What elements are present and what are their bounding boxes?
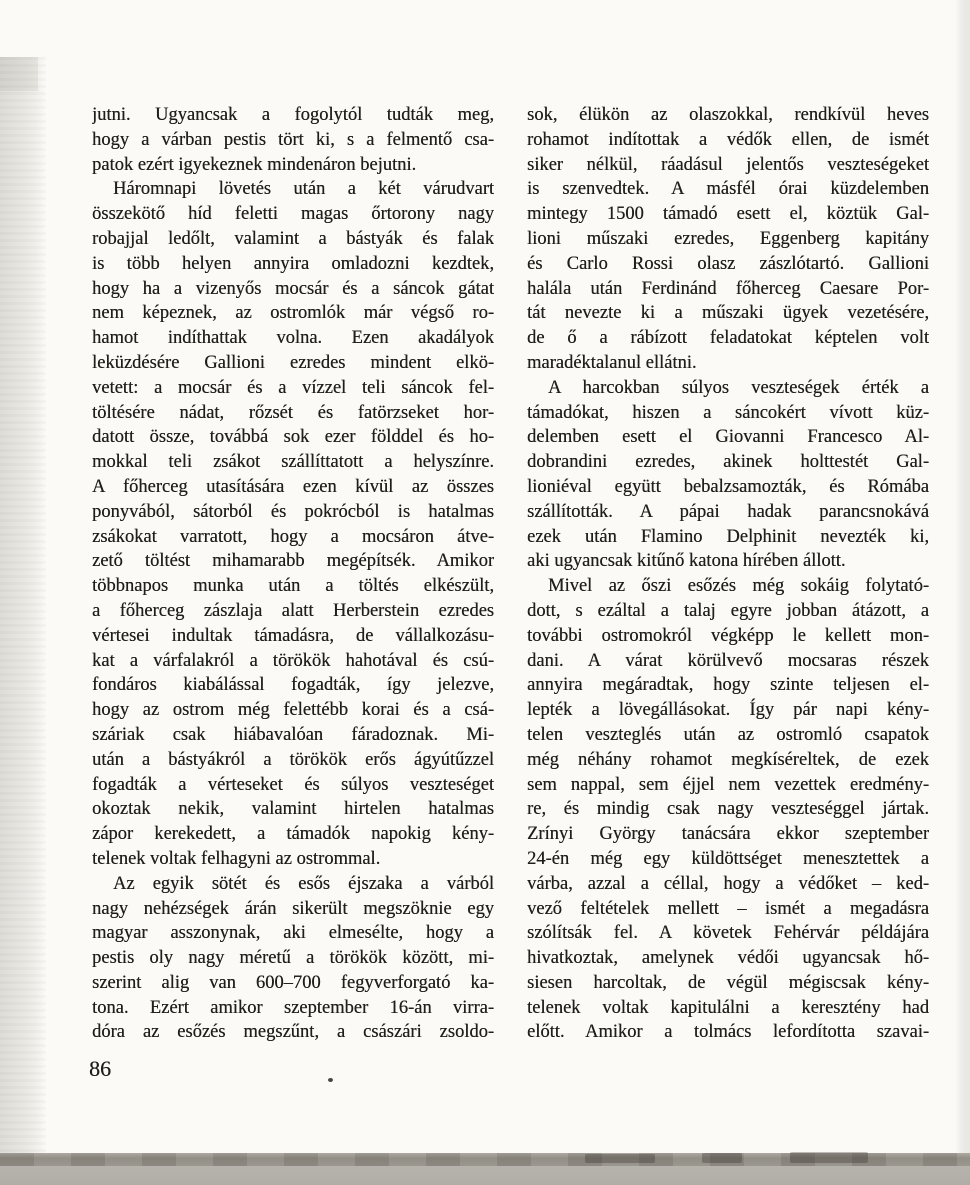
text-line: zető töltést mihamarabb megépítsék. Amikor <box>92 551 494 572</box>
text-line: zápor kerekedett, a támadók napokig kény- <box>92 824 494 845</box>
bottom-book-edge <box>0 1166 970 1185</box>
text-line: 24-én még egy küldöttséget menesztettek a <box>527 848 929 869</box>
text-line: kat a várfalakról a törökök hahotával és csú- <box>92 650 494 671</box>
text-line: ezek után Flamino Delphinit nevezték ki, <box>527 526 929 547</box>
text-line: rohamot indítottak a védők ellen, de ismét <box>527 129 929 150</box>
text-line: leküzdésére Gallioni ezredes mindent elkö- <box>92 352 494 373</box>
text-line: pestis oly nagy méretű a törökök között, mi- <box>92 948 494 969</box>
text-line: ponyvából, sátorból és pokrócból is hatalmas <box>92 501 494 522</box>
text-line: lepték a lövegállásokat. Így pár napi kény- <box>527 700 929 721</box>
text-line: tona. Ezért amikor szeptember 16-án virra- <box>92 997 494 1018</box>
text-line: összekötő híd feletti magas őrtorony nagy <box>92 204 494 225</box>
text-line: dóra az esőzés megszűnt, a császári zsoldo- <box>92 1022 494 1043</box>
page-number: 86 <box>89 1056 111 1081</box>
text-line: annyira megáradtak, hogy szinte teljesen el- <box>527 675 929 696</box>
scan-smudge <box>790 1152 868 1163</box>
scan-smudge <box>702 1153 742 1163</box>
text-line: többnapos munka után a töltés elkészült, <box>92 576 494 597</box>
left-page-edge-shadow <box>0 57 46 1185</box>
text-line: is szenvedtek. A másfél órai küzdelemben <box>527 179 929 200</box>
text-line: lioni műszaki ezredes, Eggenberg kapitány <box>527 228 929 249</box>
left-page-edge-shadow-top <box>0 57 38 91</box>
scan-smudge <box>585 1154 655 1163</box>
text-line: várba, azzal a céllal, hogy a védőket – ked- <box>527 873 929 894</box>
text-line: és Carlo Rossi olasz zászlótartó. Gallioni <box>527 253 929 274</box>
text-line: dott, s ezáltal a talaj egyre jobban átázott, a <box>527 600 929 621</box>
text-line: delemben esett el Giovanni Francesco Al- <box>527 427 929 448</box>
text-column-right <box>527 103 929 1045</box>
text-line: tát nevezte ki a műszaki ügyek vezetésére, <box>527 303 929 324</box>
text-line: a főherceg zászlaja alatt Herberstein ezredes <box>92 600 494 621</box>
text-line: még néhány rohamot megkíséreltek, de ezek <box>527 749 929 770</box>
text-line: magyar asszonynak, aki elmesélte, hogy a <box>92 923 494 944</box>
text-line: maradéktalanul ellátni. <box>527 352 697 373</box>
text-line: hogy ha a vizenyős mocsár és a sáncok gátat <box>92 278 494 299</box>
text-column-left <box>92 103 494 1045</box>
ink-speck <box>328 1078 333 1082</box>
text-line: további ostromokról végképp le kellett mon- <box>527 625 929 646</box>
text-line: dobrandini ezredes, akinek holttestét Gal- <box>527 452 929 473</box>
text-line: előtt. Amikor a tolmács lefordította szavai- <box>527 1022 929 1043</box>
text-line: szólítsák fel. A követek Fehérvár példájára <box>527 923 929 944</box>
text-line: Háromnapi lövetés után a két várudvart <box>113 179 494 200</box>
text-line: lioniéval együtt bebalzsamozták, és Rómába <box>527 476 929 497</box>
text-line: támadókat, hiszen a sáncokért vívott küz- <box>527 402 929 423</box>
text-line: zsákokat varratott, hogy a mocsáron átve- <box>92 526 494 547</box>
text-line: nem képeznek, az ostromlók már végső ro- <box>92 303 494 324</box>
text-line: siesen harcoltak, de végül mégiscsak kény- <box>527 972 929 993</box>
text-line: nagy nehézségek árán sikerült megszöknie egy <box>92 898 494 919</box>
text-line: halála után Ferdinánd főherceg Caesare Por- <box>527 278 929 299</box>
text-line: Az egyik sötét és esős éjszaka a várból <box>113 873 494 894</box>
text-line: fondáros kiabálással fogadták, így jelezve, <box>92 675 494 696</box>
text-line: mokkal teli zsákot szállíttatott a helyszínre. <box>92 452 494 473</box>
text-line: okoztak nekik, valamint hirtelen hatalmas <box>92 799 494 820</box>
text-line: töltésére nádat, rőzsét és fatörzseket hor- <box>92 402 494 423</box>
text-line: vező feltételek mellett – ismét a megadásra <box>527 898 929 919</box>
text-line: re, és mindig csak nagy veszteséggel jártak. <box>527 799 929 820</box>
text-line: száriak csak hiábavalóan fáradoznak. Mi- <box>92 724 494 745</box>
text-line: hamot indíthattak volna. Ezen akadályok <box>92 328 494 349</box>
right-page-edge-shadow <box>955 0 970 1185</box>
text-line: robajjal ledőlt, valamint a bástyák és falak <box>92 228 494 249</box>
text-line: szerint alig van 600–700 fegyverforgató ka- <box>92 972 494 993</box>
text-line: patok ezért igyekeznek mindenáron bejutni. <box>92 154 417 175</box>
text-line: jutni. Ugyancsak a fogolytól tudták meg, <box>92 105 494 125</box>
text-line: A főherceg utasítására ezen kívül az összes <box>92 476 494 497</box>
text-line: szállították. A pápai hadak parancsnokává <box>527 501 929 522</box>
text-line: telenek voltak felhagyni az ostrommal. <box>92 848 381 869</box>
text-line: Zrínyi György tanácsára ekkor szeptember <box>527 824 929 845</box>
text-line: után a bástyákról a törökök erős ágyútűzzel <box>92 749 494 770</box>
text-line: datott össze, továbbá sok ezer földdel és ho- <box>92 427 494 448</box>
text-line: telenek voltak kapitulálni a keresztény had <box>527 997 929 1018</box>
text-line: de ő a rábízott feladatokat képtelen volt <box>527 328 929 349</box>
text-line: fogadták a vérteseket és súlyos veszteséget <box>92 774 494 795</box>
text-line: hogy az ostrom még felettébb korai és a csá- <box>92 700 494 721</box>
text-line: vértesei indultak támadásra, de vállalkozásu- <box>92 625 494 646</box>
text-line: aki ugyancsak kitűnő katona hírében állott. <box>527 551 846 572</box>
text-line: sem nappal, sem éjjel nem vezettek eredmény- <box>527 774 929 795</box>
text-line: hivatkoztak, amelynek védői ugyancsak hő- <box>527 948 929 969</box>
text-line: is több helyen annyira omladozni kezdtek, <box>92 253 494 274</box>
text-line: telen veszteglés után az ostromló csapatok <box>527 724 929 745</box>
text-line: A harcokban súlyos veszteségek érték a <box>548 377 929 398</box>
text-line: hogy a várban pestis tört ki, s a felmentő csa- <box>92 129 494 150</box>
text-line: dani. A várat körülvevő mocsaras részek <box>527 650 929 671</box>
text-line: vetett: a mocsár és a vízzel teli sáncok fel- <box>92 377 494 398</box>
text-line: Mivel az őszi esőzés még sokáig folytató- <box>548 576 929 597</box>
text-line: siker nélkül, ráadásul jelentős veszteségeket <box>527 154 929 175</box>
text-line: mintegy 1500 támadó esett el, köztük Gal- <box>527 204 929 225</box>
text-line: sok, élükön az olaszokkal, rendkívül heves <box>527 105 929 125</box>
